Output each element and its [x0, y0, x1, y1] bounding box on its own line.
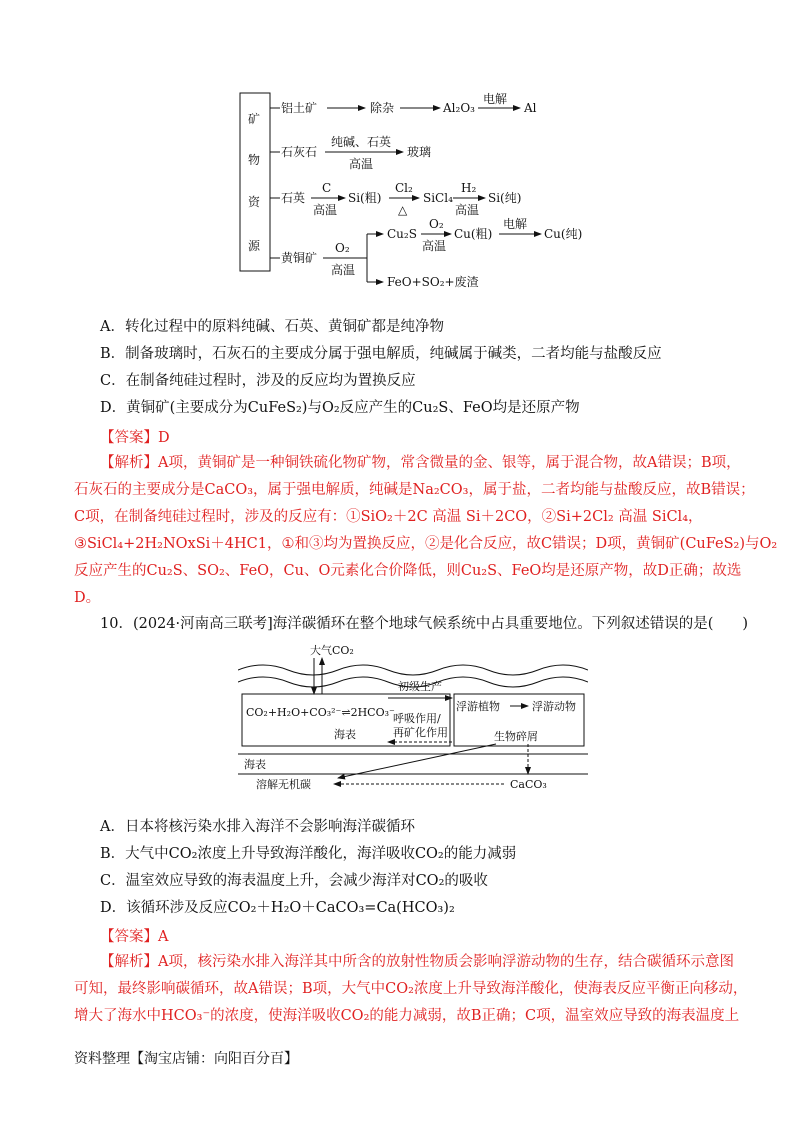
q9-option-a: A．转化过程中的原料纯碱、石英、黄铜矿都是纯净物: [100, 319, 444, 335]
q10-stem: 10．(2024·河南高三联考]海洋碳循环在整个地球气候系统中占具重要地位。下列叙述错误的是( ): [100, 616, 749, 632]
primary-production: 初级生产: [398, 680, 442, 693]
row3-p1: Si(粗): [348, 191, 382, 205]
row3-c1-bottom: 高温: [313, 203, 338, 217]
vlabel-1: 矿: [248, 112, 261, 126]
row1-cond: 电解: [483, 92, 508, 106]
vlabel-3: 资: [248, 195, 261, 209]
q10-option-a: A．日本将核污染水排入海洋不会影响海洋碳循环: [100, 819, 415, 835]
row4-p1: Cu(粗): [454, 227, 493, 241]
q9-expl-2: 石灰石的主要成分是CaCO₃，属于强电解质，纯碱是Na₂CO₃，属于盐，二者均能与盐酸反应，故B错误；: [74, 482, 755, 498]
q9-option-c: C．在制备纯硅过程时，涉及的反应均为置换反应: [100, 373, 416, 389]
air-co2: 大气CO₂: [310, 644, 354, 657]
row4-branch-top: Cu₂S: [387, 227, 417, 241]
dissolved-carbon: 溶解无机碳: [256, 778, 311, 791]
row4-branch-bottom: FeO+SO₂+废渣: [387, 275, 479, 289]
row3-c2-top: Cl₂: [395, 181, 413, 195]
q10-option-b: B．大气中CO₂浓度上升导致海洋酸化，海洋吸收CO₂的能力减弱: [100, 846, 517, 862]
row3-source: 石英: [281, 191, 306, 205]
row3-c3-top: H₂: [461, 181, 477, 195]
bio-debris: 生物碎屑: [494, 730, 538, 743]
row4-c2: 电解: [503, 217, 528, 231]
row3-c1-top: C: [322, 181, 332, 195]
vlabel-4: 源: [248, 239, 261, 253]
vlabel-2: 物: [248, 153, 261, 167]
q9-option-b: B．制备玻璃时，石灰石的主要成分属于强电解质，纯碱属于碱类，二者均能与盐酸反应: [100, 346, 662, 362]
row2-cond-bottom: 高温: [349, 157, 374, 171]
row4-p2: Cu(纯): [544, 227, 583, 241]
q9-option-d: D．黄铜矿(主要成分为CuFeS₂)与O₂反应产生的Cu₂S、FeO均是还原产物: [100, 400, 580, 416]
q9-expl-4: ③SiCl₄+2H₂NOxSi＋4HC1，①和③均为置换反应，②是化合反应，故C错误；D项，黄铜矿(CuFeS₂)与O₂: [74, 536, 778, 552]
row4-cond-top: O₂: [335, 241, 350, 255]
q9-expl-1: 【解析】A项，黄铜矿是一种铜铁硫化物矿物，常含微量的金、银等，属于混合物，故A错误；B项，: [100, 455, 741, 471]
q10-expl-2: 可知，最终影响碳循环，故A错误；B项，大气中CO₂浓度上升导致海洋酸化，使海表反应平衡正向移动，: [74, 981, 748, 997]
row3-p3: Si(纯): [488, 191, 522, 205]
q10-option-d: D．该循环涉及反应CO₂＋H₂O＋CaCO₃=Ca(HCO₃)₂: [100, 900, 455, 916]
shallow-label: 海表: [244, 758, 266, 771]
row3-c3-bottom: 高温: [455, 203, 480, 217]
row2-cond-top: 纯碱、石英: [331, 135, 392, 149]
q10-expl-3: 增大了海水中HCO₃⁻的浓度，使海洋吸收CO₂的能力减弱，故B正确；C项，温室效应导致的海表温度上: [74, 1008, 740, 1024]
phytoplankton: 浮游植物: [456, 700, 500, 713]
sea-surface-label: 海表: [334, 728, 356, 741]
row3-c2-bottom: △: [398, 203, 408, 217]
row2-product: 玻璃: [407, 145, 432, 159]
footer-source: 资料整理【淘宝店铺：向阳百分百】: [74, 1051, 298, 1067]
row2-source: 石灰石: [281, 145, 318, 159]
respiration-1: 呼吸作用/: [393, 712, 441, 725]
row4-c-top: O₂: [429, 217, 444, 231]
row1-final: Al: [524, 101, 537, 115]
row4-cond-bottom: 高温: [331, 263, 356, 277]
row1-product1: Al₂O₃: [443, 101, 475, 115]
equation: CO₂+H₂O+CO₃²⁻⇌2HCO₃⁻: [246, 706, 395, 719]
row1-step1: 除杂: [370, 101, 395, 115]
q9-expl-3: C项，在制备纯硅过程时，涉及的反应有：①SiO₂＋2C 高温 Si＋2CO，②Si+2Cl₂ 高温 SiCl₄，: [74, 509, 703, 525]
q9-expl-6: D。: [74, 590, 101, 606]
zooplankton: 浮游动物: [532, 700, 576, 713]
caco3-label: CaCO₃: [510, 778, 547, 791]
row3-p2: SiCl₄: [423, 191, 453, 205]
q10-option-c: C．温室效应导致的海表温度上升，会减少海洋对CO₂的吸收: [100, 873, 488, 889]
row1-source: 铝土矿: [281, 101, 318, 115]
row4-c-bottom: 高温: [422, 239, 447, 253]
row4-source: 黄铜矿: [281, 251, 318, 265]
q9-expl-5: 反应产生的Cu₂S、SO₂、FeO，Cu、O元素化合价降低，则Cu₂S、FeO均是还原产物，故D正确；故选: [74, 563, 742, 579]
ocean-carbon-diagram: [238, 638, 588, 798]
q10-answer: 【答案】A: [100, 929, 169, 945]
mineral-resource-diagram: [235, 88, 635, 298]
q9-answer: 【答案】D: [100, 430, 170, 446]
respiration-2: 再矿化作用: [393, 726, 448, 739]
q10-expl-1: 【解析】A项，核污染水排入海洋其中所含的放射性物质会影响浮游动物的生存，结合碳循环示意图: [100, 954, 734, 970]
